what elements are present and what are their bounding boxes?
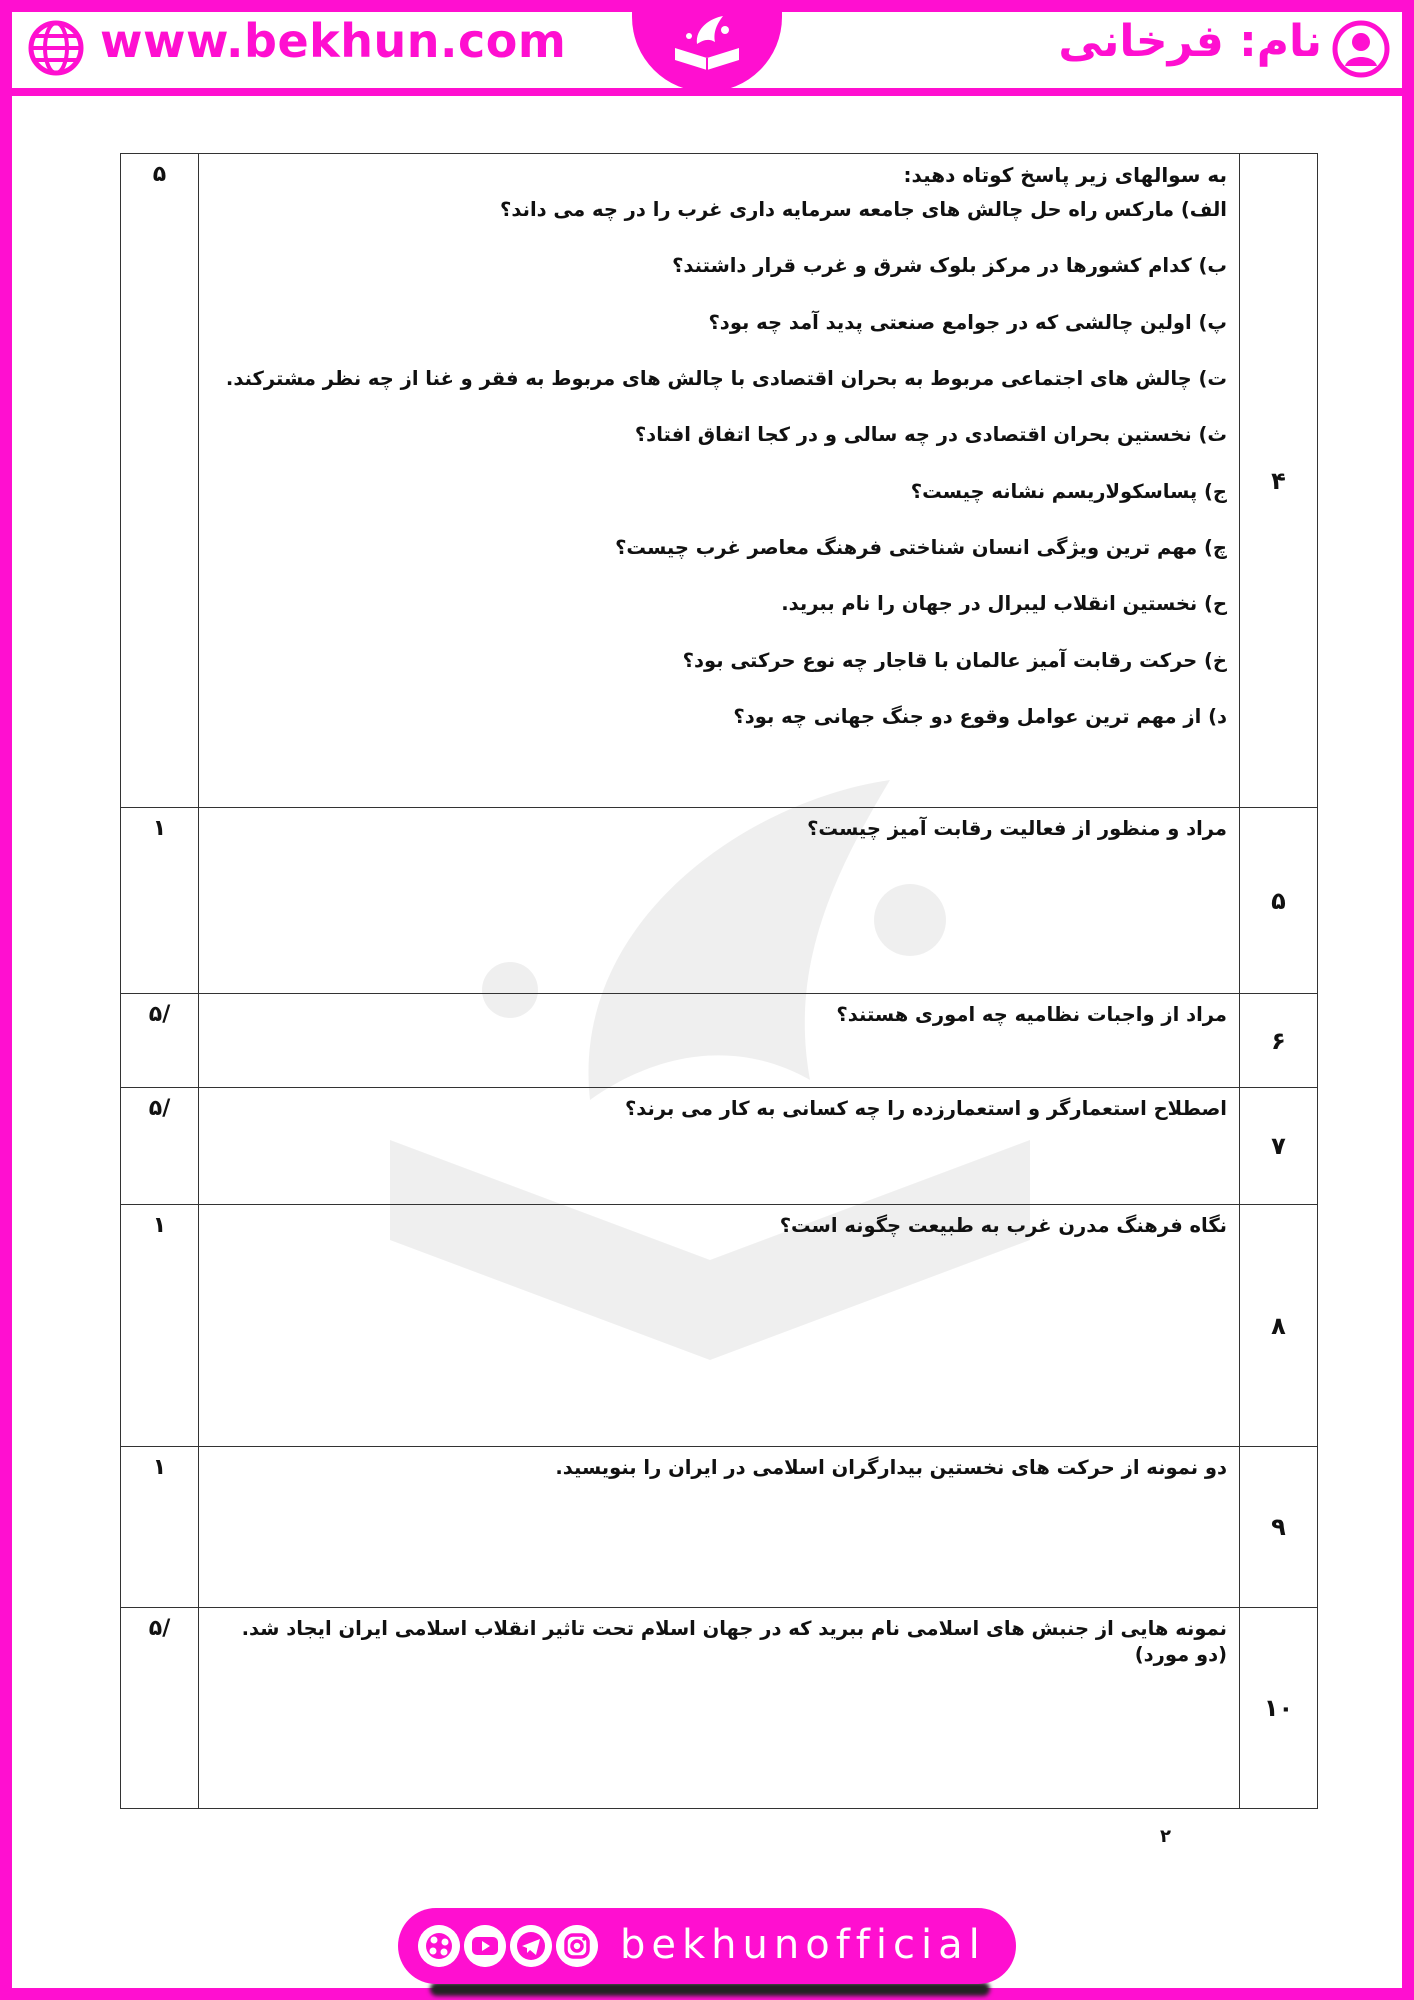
footer-shadow [430, 1982, 990, 1996]
question-score: ۱ [121, 1447, 199, 1608]
question-number: ۴ [1240, 154, 1318, 808]
exam-table [120, 153, 1318, 1809]
question-text: نگاه فرهنگ مدرن غرب به طبیعت چگونه است؟ [199, 1205, 1240, 1447]
youtube-icon[interactable] [464, 1925, 506, 1967]
student-name-label: نام: فرخانی [1058, 16, 1322, 67]
question-number: ۶ [1240, 994, 1318, 1088]
sub-question: ب) کدام کشورها در مرکز بلوک شرق و غرب قرار داشتند؟ [672, 254, 1227, 278]
social-handle[interactable]: bekhunofficial [620, 1922, 986, 1968]
sub-question: ت) چالش های اجتماعی مربوط به بحران اقتصادی با چالش های مربوط به فقر و غنا از چه نظر مشترکند. [225, 366, 1227, 390]
question-number: ۹ [1240, 1447, 1318, 1608]
question-text: نمونه هایی از جنبش های اسلامی نام ببرید که در جهان اسلام تحت تاثیر انقلاب اسلامی ایران ایجاد شد.(دو مورد) [199, 1608, 1240, 1809]
user-icon [1332, 20, 1390, 78]
question-heading: به سوالهای زیر پاسخ کوتاه دهید: [903, 163, 1227, 187]
sub-question: د) از مهم ترین عوامل وقوع دو جنگ جهانی چه بود؟ [733, 704, 1227, 728]
globe-icon [28, 20, 84, 76]
question-text: اصطلاح استعمارگر و استعمارزده را چه کسانی به کار می برند؟ [199, 1088, 1240, 1205]
sub-question: پ) اولین چالشی که در جوامع صنعتی پدید آمد چه بود؟ [708, 310, 1227, 334]
left-border [0, 0, 12, 2000]
book-logo-icon [667, 8, 747, 84]
question-text: مراد و منظور از فعالیت رقابت آمیز چیست؟ [199, 808, 1240, 994]
instagram-icon[interactable] [556, 1925, 598, 1967]
question-score: /۵ [121, 1088, 199, 1205]
question-row [121, 808, 1318, 994]
sub-question: الف) مارکس راه حل چالش های جامعه سرمایه داری غرب را در چه می داند؟ [500, 198, 1227, 221]
question-row [121, 994, 1318, 1088]
sub-question: ح) نخستین انقلاب لیبرال در جهان را نام ببرید. [781, 592, 1227, 616]
question-row [121, 154, 1318, 808]
question-row [121, 1608, 1318, 1809]
question-number: ۷ [1240, 1088, 1318, 1205]
question-row [121, 1088, 1318, 1205]
question-score: /۵ [121, 1608, 199, 1809]
question-score: ۱ [121, 808, 199, 994]
sub-question: خ) حرکت رقابت آمیز عالمان با قاجار چه نوع حرکتی بود؟ [682, 648, 1227, 672]
question-row [121, 1205, 1318, 1447]
question-text: دو نمونه از حرکت های نخستین بیدارگران اسلامی در ایران را بنویسید. [199, 1447, 1240, 1608]
question-text: مراد از واجبات نظامیه چه اموری هستند؟ [199, 994, 1240, 1088]
right-border [1402, 0, 1414, 2000]
page-number: ۲ [1160, 1826, 1171, 1847]
question-score: /۵ [121, 994, 199, 1088]
sub-question: چ) مهم ترین ویژگی انسان شناختی فرهنگ معاصر غرب چیست؟ [615, 535, 1227, 559]
question-row [121, 1447, 1318, 1608]
question-content [199, 154, 1240, 808]
question-number: ۸ [1240, 1205, 1318, 1447]
site-url-link[interactable]: www.bekhun.com [100, 14, 567, 68]
telegram-icon[interactable] [510, 1925, 552, 1967]
sub-question: ج) پساسکولاریسم نشانه چیست؟ [910, 479, 1227, 503]
question-score: ۵ [121, 154, 199, 808]
sub-question: ث) نخستین بحران اقتصادی در چه سالی و در کجا اتفاق افتاد؟ [634, 423, 1227, 447]
question-number: ۱۰ [1240, 1608, 1318, 1809]
aparat-icon[interactable] [418, 1925, 460, 1967]
question-number: ۵ [1240, 808, 1318, 994]
question-score: ۱ [121, 1205, 199, 1447]
